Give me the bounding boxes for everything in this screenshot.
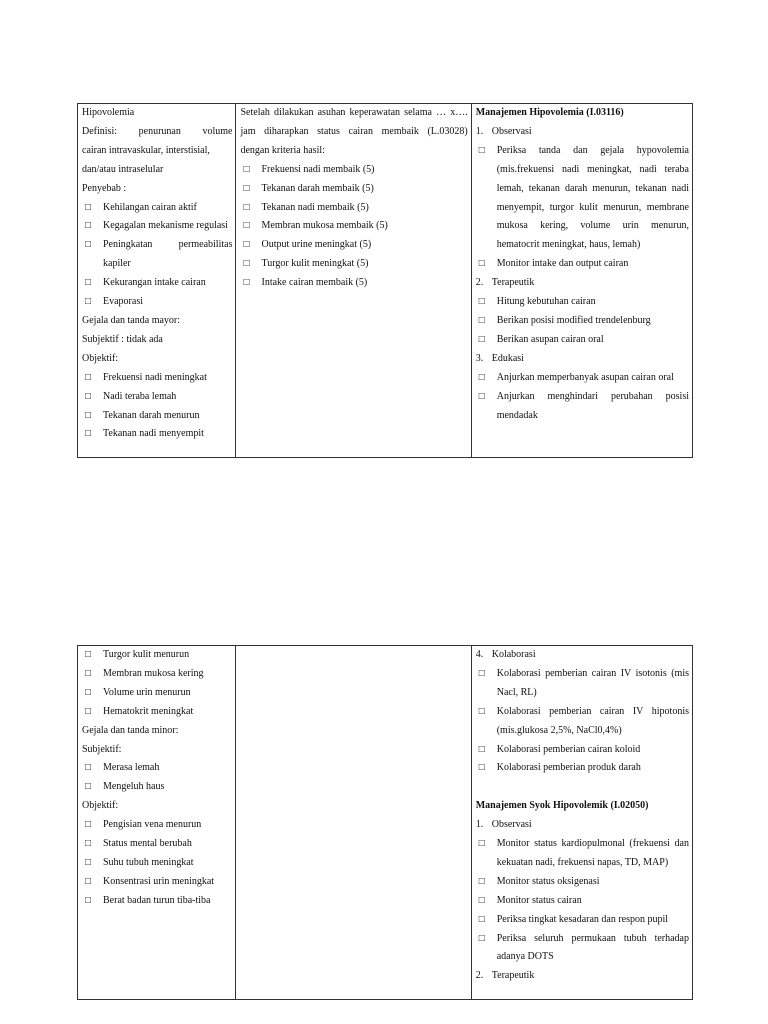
- diagnosis-title: Hipovolemia: [82, 107, 135, 118]
- list-item: □ Hematokrit meningkat: [82, 703, 232, 722]
- section-heading: 1. Observasi: [475, 819, 532, 831]
- bullet-box-icon: □: [478, 875, 485, 887]
- list-item: □ Merasa lemah: [82, 759, 232, 778]
- bullet-box-icon: □: [243, 239, 250, 251]
- penyebab-heading: Penyebab :: [82, 182, 127, 194]
- section-heading: 1. Observasi: [475, 125, 532, 137]
- list-item: □ Kolaborasi pemberian cairan IV hipotonis (mis.glukosa 2,5%, NaCl0,4%): [476, 703, 689, 741]
- list-item: □ Tekanan nadi membaik (5): [240, 199, 467, 218]
- bullet-box-icon: □: [478, 705, 485, 717]
- list-item: □ Tekanan darah menurun: [82, 407, 232, 426]
- subjektif-heading: Subjektif:: [82, 743, 122, 755]
- bullet-box-icon: □: [478, 762, 485, 774]
- bullet-box-icon: □: [85, 239, 92, 251]
- list-item: □ Pengisian vena menurun: [82, 816, 232, 835]
- list-item: □ Konsentrasi urin meningkat: [82, 873, 232, 892]
- diagnosis-column: [78, 646, 236, 999]
- bullet-box-icon: □: [85, 390, 92, 402]
- list-item: □ Tekanan nadi menyempit: [82, 425, 232, 444]
- bullet-box-icon: □: [478, 838, 485, 850]
- list-item: □ Periksa tanda dan gejala hypovolemia (mis.frekuensi nadi meningkat, nadi teraba lemah, tekanan darah menurun, tekanan nadi menyempit, turgor kulit menurun, membrane mukosa kering, volume urin menurun, hematocrit meningkat, haus, lemah): [476, 142, 689, 255]
- section-heading: 4. Kolaborasi: [475, 649, 536, 660]
- bullet-box-icon: □: [478, 932, 485, 944]
- section-heading: 2. Terapeutik: [475, 970, 535, 982]
- list-item: □ Kehilangan cairan aktif: [82, 199, 232, 218]
- bullet-box-icon: □: [478, 390, 485, 402]
- list-item: □ Output urine meningkat (5): [240, 236, 467, 255]
- bullet-box-icon: □: [85, 894, 92, 906]
- bullet-box-icon: □: [85, 667, 92, 679]
- bullet-box-icon: □: [478, 314, 485, 326]
- list-item: □ Anjurkan memperbanyak asupan cairan oral: [476, 369, 689, 388]
- list-item: □ Monitor intake dan output cairan: [476, 255, 689, 274]
- bullet-box-icon: □: [85, 296, 92, 308]
- definition-line: cairan intravaskular, interstisial,: [82, 144, 210, 156]
- definition-line: Definisi: penurunan volume: [82, 125, 233, 137]
- bullet-box-icon: □: [243, 182, 250, 194]
- list-item: □ Kegagalan mekanisme regulasi: [82, 217, 232, 236]
- list-item: □ Kolaborasi pemberian cairan koloid: [476, 741, 689, 760]
- list-item: □ Berikan asupan cairan oral: [476, 331, 689, 350]
- section-heading: 3. Edukasi: [475, 352, 524, 364]
- bullet-box-icon: □: [478, 371, 485, 383]
- bullet-box-icon: □: [243, 277, 250, 289]
- objektif-heading: Objektif:: [82, 800, 119, 812]
- bullet-box-icon: □: [85, 856, 92, 868]
- bullet-box-icon: □: [478, 144, 485, 156]
- outcome-column: [236, 646, 471, 999]
- list-item: □ Kolaborasi pemberian produk darah: [476, 759, 689, 778]
- bullet-box-icon: □: [478, 894, 485, 906]
- list-item: □ Tekanan darah membaik (5): [240, 180, 467, 199]
- list-item: □ Periksa tingkat kesadaran dan respon pupil: [476, 911, 689, 930]
- list-item: □ Status mental berubah: [82, 835, 232, 854]
- bullet-box-icon: □: [85, 409, 92, 421]
- bullet-box-icon: □: [478, 296, 485, 308]
- list-item: □ Berat badan turun tiba-tiba: [82, 892, 232, 911]
- intervention-column: [472, 104, 692, 457]
- bullet-box-icon: □: [85, 428, 92, 440]
- bullet-box-icon: □: [478, 743, 485, 755]
- list-item: □ Monitor status oksigenasi: [476, 873, 689, 892]
- list-item: □ Membran mukosa membaik (5): [240, 217, 467, 236]
- list-item: □ Turgor kulit menurun: [82, 646, 232, 665]
- bullet-box-icon: □: [85, 220, 92, 232]
- bullet-box-icon: □: [85, 838, 92, 850]
- bullet-box-icon: □: [85, 649, 92, 660]
- list-item: □ Periksa seluruh permukaan tubuh terhadap adanya DOTS: [476, 930, 689, 968]
- bullet-box-icon: □: [85, 819, 92, 831]
- mayor-heading: Gejala dan tanda mayor:: [82, 314, 181, 326]
- list-item: □ Anjurkan menghindari perubahan posisi mendadak: [476, 388, 689, 426]
- list-item: □ Intake cairan membaik (5): [240, 274, 467, 293]
- intervention-column: [472, 646, 692, 999]
- list-item: □ Frekuensi nadi membaik (5): [240, 161, 467, 180]
- bullet-box-icon: □: [243, 220, 250, 232]
- objektif-heading: Objektif:: [82, 352, 119, 364]
- bullet-box-icon: □: [85, 762, 92, 774]
- list-item: □ Monitor status cairan: [476, 892, 689, 911]
- list-item: □ Monitor status kardiopulmonal (frekuensi dan kekuatan nadi, frekuensi napas, TD, MAP): [476, 835, 689, 873]
- bullet-box-icon: □: [478, 667, 485, 679]
- bullet-box-icon: □: [85, 277, 92, 289]
- section-heading: 2. Terapeutik: [475, 277, 535, 289]
- list-item: □ Suhu tubuh meningkat: [82, 854, 232, 873]
- list-item: □ Volume urin menurun: [82, 684, 232, 703]
- bullet-box-icon: □: [243, 201, 250, 213]
- outcome-intro: Setelah dilakukan asuhan keperawatan selama … x…. jam diharapkan status cairan membaik (L.03028) dengan kriteria hasil:: [240, 107, 468, 156]
- list-item: □ Hitung kebutuhan cairan: [476, 293, 689, 312]
- subjektif-heading: Subjektif : tidak ada: [82, 333, 163, 345]
- definition-line: dan/atau intraselular: [82, 163, 164, 175]
- bullet-box-icon: □: [85, 875, 92, 887]
- list-item: □ Turgor kulit meningkat (5): [240, 255, 467, 274]
- minor-heading: Gejala dan tanda minor:: [82, 724, 179, 736]
- outcome-column: [236, 104, 471, 457]
- bullet-box-icon: □: [85, 781, 92, 793]
- spacer: [476, 778, 689, 797]
- list-item: □ Kolaborasi pemberian cairan IV isotonis (mis Nacl, RL): [476, 665, 689, 703]
- bullet-box-icon: □: [85, 201, 92, 213]
- bullet-box-icon: □: [478, 333, 485, 345]
- intervention-title: Manajemen Syok Hipovolemik (I.02050): [475, 800, 649, 812]
- bullet-box-icon: □: [85, 705, 92, 717]
- list-item: □ Evaporasi: [82, 293, 232, 312]
- bullet-box-icon: □: [478, 913, 485, 925]
- bullet-box-icon: □: [243, 163, 250, 175]
- care-plan-table-2: [77, 645, 693, 1000]
- diagnosis-column: [78, 104, 236, 457]
- list-item: □ Peningkatan permeabilitas kapiler: [82, 236, 232, 274]
- intervention-title: Manajemen Hipovolemia (I.03116): [475, 107, 624, 118]
- bullet-box-icon: □: [85, 371, 92, 383]
- list-item: □ Nadi teraba lemah: [82, 388, 232, 407]
- list-item: □ Kekurangan intake cairan: [82, 274, 232, 293]
- bullet-box-icon: □: [243, 258, 250, 270]
- list-item: □ Mengeluh haus: [82, 778, 232, 797]
- list-item: □ Berikan posisi modified trendelenburg: [476, 312, 689, 331]
- list-item: □ Frekuensi nadi meningkat: [82, 369, 232, 388]
- bullet-box-icon: □: [85, 686, 92, 698]
- care-plan-table-1: [77, 103, 693, 458]
- list-item: □ Membran mukosa kering: [82, 665, 232, 684]
- bullet-box-icon: □: [478, 258, 485, 270]
